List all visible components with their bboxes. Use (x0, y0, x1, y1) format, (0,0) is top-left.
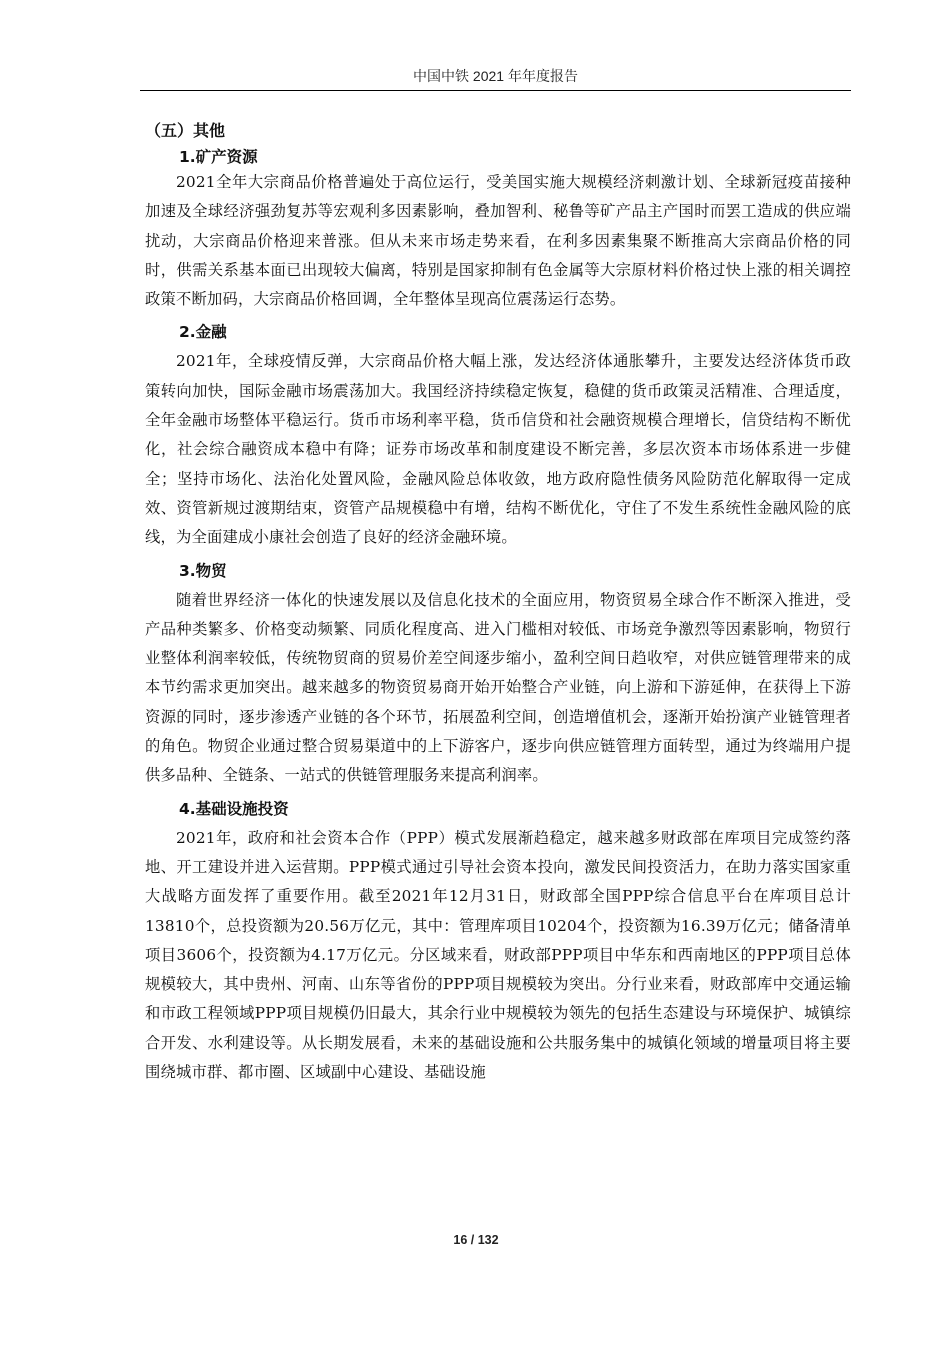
paragraph-finance: 2021年，全球疫情反弹，大宗商品价格大幅上涨，发达经济体通胀攀升，主要发达经济体货币政策转向加快，国际金融市场震荡加大。我国经济持续稳定恢复，稳健的货币政策灵活精准、合理适度，全年金融市场整体平稳运行。货币市场利率平稳，货币信贷和社会融资规模合理增长，信贷结构不断优化，社会综合融资成本稳中有降；证券市场改革和制度建设不断完善，多层次资本市场体系进一步健全；坚持市场化、法治化处置风险，金融风险总体收敛，地方政府隐性债务风险防范化解取得一定成效、资管新规过渡期结束，资管产品规模稳中有增，结构不断优化，守住了不发生系统性金融风险的底线，为全面建成小康社会创造了良好的经济金融环境。 (145, 352, 851, 547)
paragraph-trade: 随着世界经济一体化的快速发展以及信息化技术的全面应用，物资贸易全球合作不断深入推进，受产品种类繁多、价格变动频繁、同质化程度高、进入门槛相对较低、市场竞争激烈等因素影响，物贸行业整体利润率较低，传统物贸商的贸易价差空间逐步缩小，盈利空间日趋收窄，对供应链管理带来的成本节约需求更加突出。越来越多的物资贸易商开始开始整合产业链，向上游和下游延伸，在获得上下游资源的同时，逐步渗透产业链的各个环节，拓展盈利空间，创造增值机会，逐渐开始扮演产业链管理者的角色。物贸企业通过整合贸易渠道中的上下游客户，逐步向供应链管理方面转型，通过为终端用户提供多品种、全链条、一站式的供链管理服务来提高利润率。 (145, 590, 851, 785)
subsection-heading-infrastructure: 4.基础设施投资 (179, 799, 289, 818)
paragraph-mineral: 2021全年大宗商品价格普遍处于高位运行，受美国实施大规模经济刺激计划、全球新冠疫苗接种加速及全球经济强劲复苏等宏观利多因素影响，叠加智利、秘鲁等矿产品主产国时而罢工造成的供应端扰动，大宗商品价格迎来普涨。但从未来市场走势来看，在利多因素集聚不断推高大宗商品价格的同时，供需关系基本面已出现较大偏离，特别是国家抑制有色金属等大宗原材料价格过快上涨的相关调控政策不断加码，大宗商品价格回调，全年整体呈现高位震荡运行态势。 (145, 173, 851, 309)
subsection-heading-mineral: 1.矿产资源 (179, 148, 258, 166)
subsection-heading-trade: 3.物贸 (179, 561, 227, 580)
running-header: 中国中铁 2021 年年度报告 (140, 66, 851, 91)
page-content (145, 120, 851, 1087)
subsection-heading-finance: 2.金融 (179, 323, 227, 342)
paragraph-infrastructure: 2021年，政府和社会资本合作（PPP）模式发展渐趋稳定，越来越多财政部在库项目完成签约落地、开工建设并进入运营期。PPP模式通过引导社会资本投向，激发民间投资活力，在助力落实国家重大战略方面发挥了重要作用。截至2021年12月31日，财政部全国PPP综合信息平台在库项目总计13810个，总投资额为20.56万亿元，其中：管理库项目10204个，投资额为16.39万亿元；储备清单项目3606个，投资额为4.17万亿元。分区域来看，财政部PPP项目中华东和西南地区的PPP项目总体规模较大，其中贵州、河南、山东等省份的PPP项目规模较为突出。分行业来看，财政部库中交通运输和市政工程领域PPP项目规模仍旧最大，其余行业中规模较为领先的包括生态建设与环境保护、城镇综合开发、水利建设等。从长期发展看，未来的基础设施和公共服务集中的城镇化领域的增量项目将主要围绕城市群、都市圈、区域副中心建设、基础设施 (145, 828, 851, 1082)
section-heading: （五）其他 (145, 121, 226, 140)
page-number: 16 / 132 (453, 1233, 499, 1247)
